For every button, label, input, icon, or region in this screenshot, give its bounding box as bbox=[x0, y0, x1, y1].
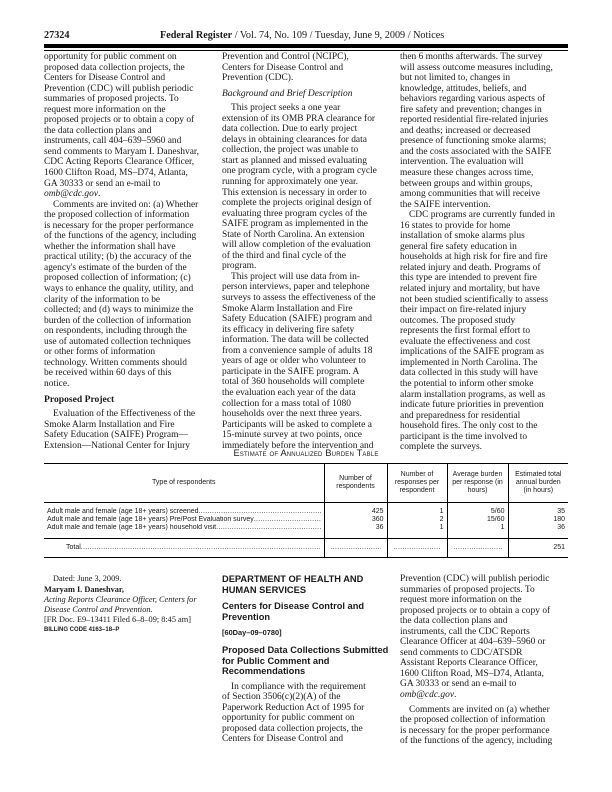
column-header-responses: Number of responses per respondent bbox=[387, 464, 447, 503]
text-line: Prevention (CDC). bbox=[222, 73, 294, 84]
outcomes-paragraph bbox=[400, 52, 570, 210]
total-label-cell bbox=[44, 539, 324, 558]
text-line: and the costs associated with the SAIFE bbox=[400, 146, 552, 157]
text-line: Extension—National Center for Injury bbox=[44, 440, 190, 451]
total-burden-cell: 36 bbox=[508, 524, 568, 539]
text-line: its efficacy in delivering fire safety bbox=[222, 324, 355, 335]
text-line: alarm installation programs, as well as bbox=[400, 389, 546, 400]
text-line: person interviews, paper and telephone bbox=[222, 282, 370, 293]
respondents-cell: 425 bbox=[324, 503, 387, 517]
text-line: knowledge, attitudes, beliefs, and bbox=[400, 83, 527, 94]
respondent-type-cell bbox=[44, 516, 324, 524]
text-line: indicate future priorities in prevention bbox=[400, 400, 544, 411]
text-line: Recommendations bbox=[222, 666, 306, 677]
text-line: summaries of proposed projects. To bbox=[44, 94, 179, 105]
dot-leader bbox=[81, 544, 321, 552]
text-line: then 6 months afterwards. The survey bbox=[400, 52, 543, 62]
text-line: Prevention and Control (NCIPC), bbox=[222, 52, 349, 62]
text-line: use of automated collection techniques bbox=[44, 336, 191, 347]
text-line: intervention. The evaluation will bbox=[400, 157, 524, 168]
respondents-cell: 36 bbox=[324, 524, 387, 539]
table-row bbox=[44, 524, 568, 539]
text-line: DEPARTMENT OF HEALTH AND bbox=[222, 574, 364, 584]
empty-dotted-cell bbox=[387, 539, 447, 558]
text-line: SAIFE program as implemented in the bbox=[222, 219, 368, 230]
dot-leader bbox=[254, 516, 321, 524]
email-line: omb@cdc.gov. bbox=[400, 690, 457, 701]
text-line: instruments, call the CDC Reports bbox=[400, 626, 530, 637]
dot-leader bbox=[454, 544, 502, 552]
text-line: GA 30333 or send an e-mail to bbox=[400, 679, 517, 690]
avg-burden-cell: 5/60 bbox=[447, 503, 508, 517]
text-line: represents the first formal effort to bbox=[400, 326, 531, 337]
text-line: collected; and (d) ways to minimize the bbox=[44, 305, 194, 316]
respondent-type-cell bbox=[44, 503, 324, 517]
text-line: data collection. Due to early project bbox=[222, 124, 358, 135]
text-line: Paperwork Reduction Act of 1995 for bbox=[222, 702, 365, 713]
fr-doc-line: [FR Doc. E9–13411 Filed 6–8–09; 8:45 am] bbox=[44, 615, 191, 624]
header-citation: / Vol. 74, No. 109 / Tuesday, June 9, 2009 / Notices bbox=[232, 30, 445, 41]
column-5 bbox=[222, 574, 394, 745]
respondent-type-cell bbox=[44, 524, 324, 539]
text-line: Centers for Disease Control and bbox=[222, 734, 344, 745]
text-line: and deaths; increased or decreased bbox=[400, 125, 531, 136]
text-line: household fires. The only cost to the bbox=[400, 421, 538, 432]
text-line: complete the surveys. bbox=[400, 442, 483, 453]
column-header-respondents: Number of respondents bbox=[324, 464, 387, 503]
compliance-paragraph bbox=[222, 682, 394, 745]
text-line: technology. Written comments should bbox=[44, 357, 187, 368]
subject-heading bbox=[222, 645, 394, 677]
text-line: from a convenience sample of adults 18 bbox=[222, 345, 373, 356]
text-line: and preparedness for residential bbox=[400, 410, 521, 421]
project-paragraph bbox=[44, 409, 214, 451]
section-heading-background: Background and Brief Description bbox=[222, 88, 353, 99]
text-line: In compliance with the requirement bbox=[231, 681, 366, 692]
respondent-type: Adult male and female (age 18+ years) Pre/Post Evaluation survey bbox=[47, 516, 254, 523]
column-1 bbox=[44, 52, 214, 451]
text-line: on respondents, including through the bbox=[44, 326, 187, 337]
text-line: their impact on fire-related injury bbox=[400, 305, 527, 316]
text-line: running for approximately one year. bbox=[222, 177, 359, 188]
text-line: program. bbox=[222, 261, 257, 272]
text-line: households at high risk for fire and fire bbox=[400, 252, 548, 263]
text-line: participant is the time involved to bbox=[400, 431, 528, 442]
empty-dotted-cell bbox=[447, 539, 508, 558]
text-line: agency's estimate of the burden of the bbox=[44, 262, 187, 273]
column-header-total-burden: Estimated total annual burden (in hours) bbox=[508, 464, 568, 503]
total-burden-cell: 180 bbox=[508, 516, 568, 524]
continuation-paragraph bbox=[222, 52, 394, 84]
text-line: opportunity for public comment on bbox=[44, 52, 177, 62]
text-line: the potential to inform other smoke bbox=[400, 378, 534, 389]
text-line: Assistant Reports Clearance Officer, bbox=[400, 658, 538, 669]
text-line: send comments to CDC/ATSDR bbox=[400, 647, 523, 658]
respondent-type: Adult male and female (age 18+ years) household visit bbox=[47, 524, 217, 531]
text-line: Evaluation of the Effectiveness of the bbox=[53, 409, 196, 420]
text-line: evaluate the effectiveness and cost bbox=[400, 336, 531, 347]
text-line: HUMAN SERVICES bbox=[222, 584, 307, 595]
text-line: 1600 Clifton Road, MS–D74, Atlanta, bbox=[44, 168, 188, 179]
text-line: information. The data will be collected bbox=[222, 335, 369, 346]
text-line: 15-minute survey at two points, once bbox=[222, 430, 362, 441]
text-line: CDC programs are currently funded in bbox=[409, 210, 555, 221]
text-line: start as planned and missed evaluating bbox=[222, 155, 367, 166]
header-rule-thin bbox=[44, 50, 568, 51]
text-line: This project will use data from in- bbox=[231, 271, 360, 282]
text-line: of the functions of the agency, including bbox=[400, 736, 553, 747]
text-line: will allow completion of the evaluation bbox=[222, 240, 371, 251]
text-line: the SAIFE intervention. bbox=[400, 199, 491, 210]
billing-code: BILLING CODE 4163–18–P bbox=[44, 627, 120, 633]
signer-name: Maryam I. Daneshvar, bbox=[44, 585, 124, 594]
dot-leader bbox=[216, 524, 320, 532]
text-line: send comments to Maryam I. Daneshvar, bbox=[44, 146, 200, 157]
text-line: this type are intended to prevent fire bbox=[400, 273, 537, 284]
text-line: proposed projects or to obtain a copy of bbox=[44, 115, 195, 126]
responses-cell: 2 bbox=[387, 516, 447, 524]
text-line: Smoke Alarm Installation and Fire bbox=[44, 419, 175, 430]
email-link[interactable]: omb@cdc.gov bbox=[44, 189, 99, 200]
background-paragraph-2 bbox=[222, 272, 394, 451]
text-line: delays in obtaining clearances for data bbox=[222, 134, 367, 145]
text-line: outcomes. The proposed study bbox=[400, 315, 516, 326]
text-line: whether the information shall have bbox=[44, 241, 176, 252]
text-line: immediately before the intervention and bbox=[222, 440, 374, 451]
text-line: Safety Education (SAIFE) program and bbox=[222, 314, 372, 325]
text-line: the evaluation each year of the data bbox=[222, 387, 356, 398]
text-line: years of age or older who volunteer to bbox=[222, 356, 366, 367]
intro-paragraph bbox=[44, 52, 214, 200]
text-line: State of North Carolina. An extension bbox=[222, 229, 365, 240]
text-line: Prevention (CDC) will publish periodic bbox=[400, 574, 550, 584]
text-line: participate in the SAIFE program. A bbox=[222, 366, 360, 377]
text-line: will assess outcome measures including, bbox=[400, 62, 553, 73]
table-row bbox=[44, 516, 568, 524]
text-line: 1600 Clifton Road, MS–D74, Atlanta, bbox=[400, 668, 544, 679]
text-line: practical utility; (b) the accuracy of the bbox=[44, 252, 192, 263]
dot-leader bbox=[394, 544, 441, 552]
text-line: This project seeks a one year bbox=[231, 103, 341, 114]
text-line: Centers for Disease Control and bbox=[222, 601, 365, 612]
text-line: is necessary for the proper performance bbox=[400, 725, 550, 736]
avg-burden-cell: 1 bbox=[447, 524, 508, 539]
text-line: proposed data collection projects, the bbox=[222, 723, 363, 734]
text-line: Comments are invited on: (a) Whether bbox=[53, 199, 199, 210]
text-line: Safety Education (SAIFE) Program— bbox=[44, 430, 188, 441]
text-line: collection, the project was unable to bbox=[222, 145, 359, 156]
text-line: GA 30333 or send an e-mail to bbox=[44, 178, 161, 189]
text-line: Clearance Officer at 404–639–5960 or bbox=[400, 637, 546, 648]
text-line: total of 360 households will complete bbox=[222, 377, 365, 388]
text-line: be received within 60 days of this bbox=[44, 368, 172, 379]
text-line: proposed data collection projects, the bbox=[44, 62, 185, 73]
text-line: but not limited to, changes in bbox=[400, 73, 511, 84]
header-title bbox=[160, 30, 444, 41]
table-row bbox=[44, 503, 568, 517]
header-rule-thick bbox=[44, 44, 568, 48]
text-line: related injury and death. Programs of bbox=[400, 262, 541, 273]
text-line: the data collection plans and bbox=[44, 125, 152, 136]
text-line: households over the next three years. bbox=[222, 409, 362, 420]
text-line: Centers for Disease Control and bbox=[222, 62, 344, 73]
text-line: summaries of proposed projects. To bbox=[400, 584, 535, 595]
respondent-type: Adult male and female (age 18+ years) screened bbox=[47, 508, 199, 515]
column-header-type: Type of respondents bbox=[44, 464, 324, 503]
background-paragraph-1 bbox=[222, 103, 394, 272]
text-line: installation of smoke alarms plus bbox=[400, 231, 525, 242]
publication-name: Federal Register bbox=[160, 30, 233, 41]
responses-cell: 1 bbox=[387, 503, 447, 517]
total-label: Total bbox=[66, 544, 81, 551]
text-line: not been studied scientifically to assess bbox=[400, 294, 549, 305]
text-line: among communities that will receive bbox=[400, 189, 540, 200]
text-line: measure these changes across time, bbox=[400, 168, 534, 179]
text-line: of the functions of the agency, including bbox=[44, 231, 197, 242]
column-header-avg-burden: Average burden per response (in hours) bbox=[447, 464, 508, 503]
text-line: extension of its OMB PRA clearance for bbox=[222, 113, 376, 124]
comments-paragraph bbox=[400, 705, 570, 747]
text-line: Proposed Data Collections Submitted bbox=[222, 644, 389, 655]
text-line: Acting Reports Clearance Officer, Centers for bbox=[44, 595, 197, 604]
text-line: is necessary for the proper performance bbox=[44, 220, 194, 231]
text-line: or other forms of information bbox=[44, 347, 156, 358]
dot-leader bbox=[199, 508, 321, 516]
page-number: 27324 bbox=[44, 30, 70, 41]
text-line: This extension is necessary in order to bbox=[222, 187, 367, 198]
text-line: request more information on the bbox=[400, 595, 522, 606]
text-line: behaviors regarding various aspects of bbox=[400, 94, 546, 105]
comments-paragraph bbox=[44, 200, 214, 390]
signer-title bbox=[44, 595, 214, 615]
text-line: related injury and mortality, but have bbox=[400, 284, 540, 295]
text-line: the proposed collection of information bbox=[44, 210, 190, 221]
column-6 bbox=[400, 574, 570, 747]
text-line: Prevention bbox=[222, 611, 271, 622]
signature-block bbox=[44, 574, 214, 635]
text-line: Centers for Disease Control and bbox=[44, 73, 166, 84]
programs-paragraph bbox=[400, 210, 570, 453]
contact-paragraph bbox=[400, 574, 570, 701]
text-line: evaluating three program cycles of the bbox=[222, 208, 367, 219]
agency-heading bbox=[222, 574, 394, 595]
text-line: data collected in this study will have bbox=[400, 368, 538, 379]
text-line: instruments, call 404–639–5960 and bbox=[44, 136, 182, 147]
responses-cell: 1 bbox=[387, 524, 447, 539]
text-line: proposed collection of information; (c) bbox=[44, 273, 191, 284]
text-line: notice. bbox=[44, 378, 70, 389]
text-line: for Public Comment and bbox=[222, 655, 330, 666]
text-line: request more information on the bbox=[44, 104, 166, 115]
email-line: omb@cdc.gov. bbox=[44, 189, 101, 200]
email-link[interactable]: omb@cdc.gov bbox=[400, 690, 455, 701]
total-value-cell: 251 bbox=[508, 539, 568, 558]
table-total-row bbox=[44, 539, 568, 558]
dated-line: Dated: June 3, 2009. bbox=[53, 574, 122, 583]
text-line: presence of functioning smoke alarms; bbox=[400, 136, 547, 147]
text-line: reported residential fire-related injuries bbox=[400, 115, 549, 126]
text-line: Comments are invited on (a) whether bbox=[409, 704, 550, 715]
text-line: one program cycle, with a program cycle bbox=[222, 166, 377, 177]
column-3 bbox=[400, 52, 570, 453]
section-heading-proposed-project: Proposed Project bbox=[44, 393, 115, 405]
text-line: Prevention (CDC) will publish periodic bbox=[44, 83, 194, 94]
respondents-cell: 360 bbox=[324, 516, 387, 524]
text-line: proposed projects or to obtain a copy of bbox=[400, 605, 551, 616]
text-line: implications of the SAIFE program as bbox=[400, 347, 544, 358]
text-line: complete the projects original design of bbox=[222, 198, 372, 209]
text-line: 16 states to provide for home bbox=[400, 220, 511, 231]
total-burden-cell: 35 bbox=[508, 503, 568, 517]
running-header bbox=[44, 30, 568, 44]
text-line: Participants will be asked to complete a bbox=[222, 419, 372, 430]
text-line: CDC Acting Reports Clearance Officer, bbox=[44, 157, 195, 168]
sub-agency-heading bbox=[222, 601, 394, 622]
document-number: [60Day–09–0780] bbox=[222, 628, 282, 638]
text-line: general fire safety education in bbox=[400, 241, 517, 252]
avg-burden-cell: 15/60 bbox=[447, 516, 508, 524]
text-line: surveys to assess the effectiveness of the bbox=[222, 293, 376, 304]
table-title: Estimate of Annualized Burden Table bbox=[233, 448, 379, 458]
text-line: between groups and within groups, bbox=[400, 178, 533, 189]
burden-table bbox=[44, 463, 568, 558]
text-line: Smoke Alarm Installation and Fire bbox=[222, 303, 353, 314]
text-line: collection for a mass total of 1080 bbox=[222, 398, 351, 409]
text-line: opportunity for public comment on bbox=[222, 713, 355, 724]
dot-leader bbox=[331, 544, 381, 552]
text-line: implemented in North Carolina. The bbox=[400, 357, 538, 368]
text-line: ways to enhance the quality, utility, and bbox=[44, 284, 194, 295]
column-2 bbox=[222, 52, 394, 451]
text-line: Disease Control and Prevention. bbox=[44, 605, 153, 614]
text-line: of Section 3506(c)(2)(A) of the bbox=[222, 692, 341, 703]
table-header-row bbox=[44, 464, 568, 503]
text-line: of the third and final cycle of the bbox=[222, 250, 346, 261]
text-line: the proposed collection of information bbox=[400, 715, 546, 726]
text-line: the data collection plans and bbox=[400, 616, 508, 627]
text-line: clarity of the information to be bbox=[44, 294, 161, 305]
text-line: burden of the collection of information bbox=[44, 315, 192, 326]
empty-dotted-cell bbox=[324, 539, 387, 558]
text-line: fire safety and prevention; changes in bbox=[400, 104, 542, 115]
